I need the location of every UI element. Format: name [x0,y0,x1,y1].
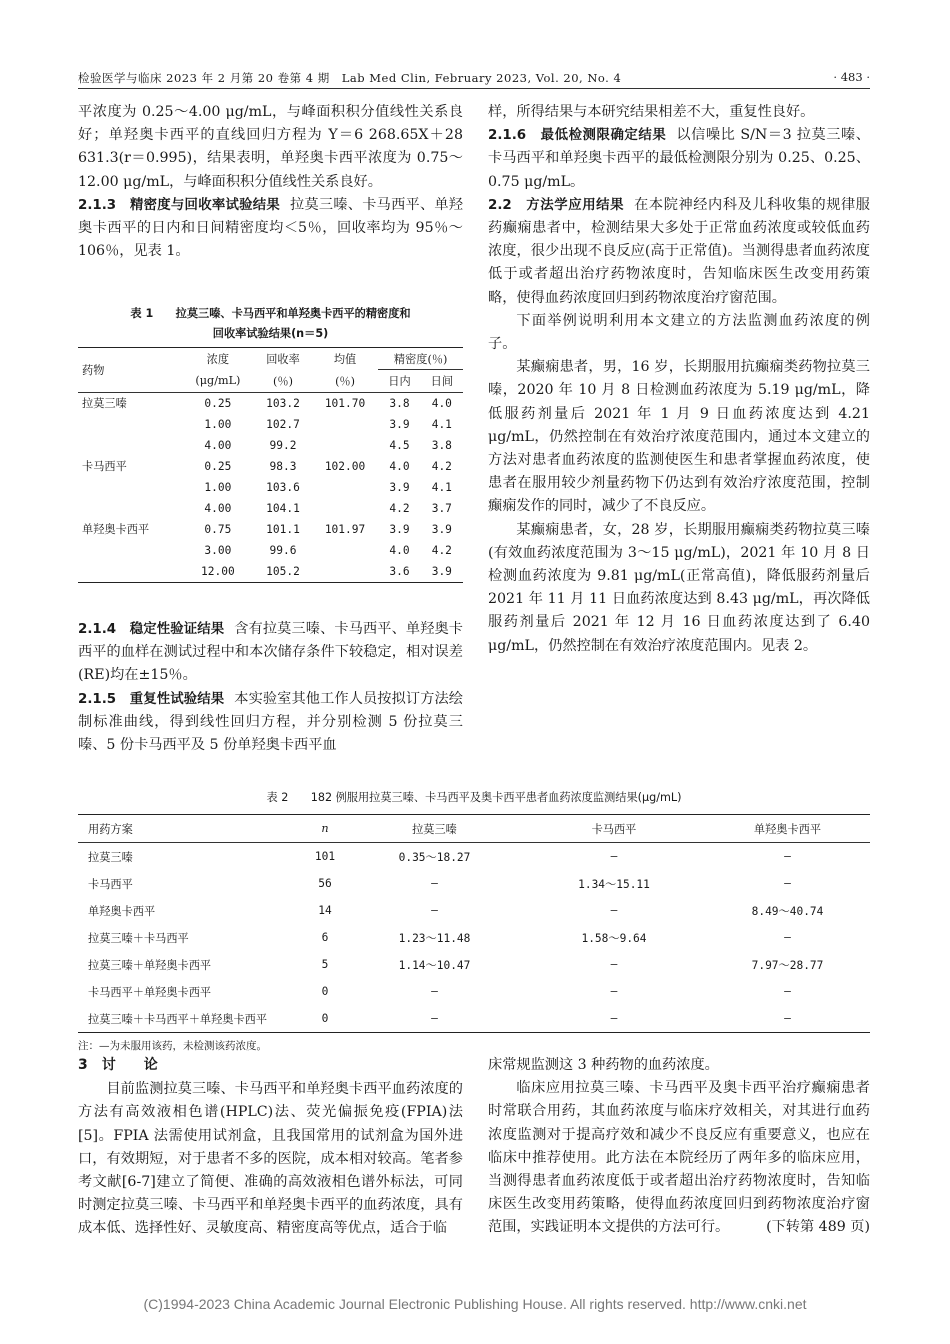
section-2-1-6 [488,124,870,194]
left-column [78,101,463,263]
col-header: 用药方案 [88,822,133,836]
table-row: 拉莫三嗪＋卡马西平 6 1.23～11.48 1.58～9.64 — [88,931,791,945]
section-title: 2.2 方法学应用结果 [488,197,625,213]
paragraph [488,1077,870,1239]
col-header: 日内 [388,374,411,388]
discussion-left [78,1054,463,1241]
discussion-right [488,1054,870,1240]
section-text: 本实验室其他工作人员按拟订方法绘制标准曲线，得到线性回归方程，并分别检测 5 份拉莫三嗪、5 份卡马西平及 5 份单羟奥卡西平血 [78,690,463,754]
table-row: 12.00 105.2 3.6 3.9 [78,561,463,583]
paragraph: 下面举例说明利用本文建立的方法监测血药浓度的例子。 [488,312,870,353]
table-row: 单羟奥卡西平 14 — — 8.49～40.74 [88,904,824,918]
paragraph: 某癫痫患者，男，16 岁，长期服用抗癫痫类药物拉莫三嗪，2020 年 10 月 8 日检测血药浓度为 5.19 μg/mL，降低服药剂量后 2021 年 1 月 9 日血药浓度达到 4.21 μg/mL，仍然控制在有效治疗浓度范围内，通过本文建立的方法对患者血药浓度的监测使医生和患者掌握血药浓度，使患者在服用较少剂量药物下仍达到有效治疗浓度范围，控制癫痫发作的同时，减少了不良反应。 [488,359,870,515]
table-row: 4.00 104.1 4.2 3.7 [204,501,452,515]
right-column [488,101,870,658]
table-caption: 回收率试验结果(n＝5) [212,327,329,340]
paragraph-text: 临床应用拉莫三嗪、卡马西平及奥卡西平治疗癫痫患者时常联合用药，其血药浓度与临床疗效相关，对其进行血药浓度监测对于提高疗效和减少不良反应有重要意义，也应在临床中推荐使用。此方法在本院经历了两年多的临床应用，当测得患者血药浓度低于或者超出治疗药物浓度时，告知临床医生改变用药策略，使得血药浓度回归到药物浓度治疗窗范围，实践证明本文提供的方法可行。 [488,1080,870,1236]
col-header: 拉莫三嗪 [412,822,457,836]
section-text: 在本院神经内科及儿科收集的规律服药癫痫患者中，检测结果大多处于正常血药浓度或较低血药浓度，很少出现不良反应(高于正常值)。当测得患者血药浓度低于或者超出治疗药物浓度时，告知临床医生改变用药策略，使得血药浓度回归到药物浓度治疗窗范围。 [488,196,870,306]
table-row: 拉莫三嗪＋单羟奥卡西平 5 1.14～10.47 — 7.97～28.77 [88,958,824,972]
table-row: 单羟奥卡西平 0.75 101.1 101.97 3.9 3.9 [82,522,452,536]
table-caption: 表 1 拉莫三嗪、卡马西平和单羟奥卡西平的精密度和 [130,307,411,320]
section-title: 2.1.6 最低检测限确定结果 [488,128,667,144]
table-row: 卡马西平 0.25 98.3 102.00 4.0 4.2 [82,459,452,473]
table-row: 1.00 103.6 3.9 4.1 [204,480,452,494]
col-header-unit: (％) [273,374,293,388]
section-2-1-4 [78,618,463,688]
paragraph: 床常规监测这 3 种药物的血药浓度。 [488,1057,719,1073]
continued-note: (下转第 489 页) [766,1219,870,1236]
section-title: 2.1.5 重复性试验结果 [78,691,225,707]
table-caption: 表 2 182 例服用拉莫三嗪、卡马西平及奥卡西平患者血药浓度监测结果(μg/mL) [266,791,682,804]
table-row: 4.00 99.2 4.5 3.8 [204,438,452,452]
paragraph: 某癫痫患者，女，28 岁，长期服用癫痫类药物拉莫三嗪(有效血药浓度范围为 3～15 μg/mL)，2021 年 10 月 8 日检测血药浓度为 9.81 μg/mL(正常高值)，降低服药剂量后 2021 年 11 月 11 日血药浓度达到 8.43 μg/mL，再次降低服药剂量后 2021 年 12 月 16 日血药浓度达到了 6.40 μg/mL，仍然控制在有效治疗浓度范围内。见表 2。 [488,521,871,654]
table-1 [78,304,463,583]
col-header: 单羟奥卡西平 [753,822,822,836]
table-note: 注：—为未服用该药，未检测该药浓度。 [78,1040,267,1052]
paragraph: 平浓度为 0.25～4.00 μg/mL，与峰面积积分值线性关系良好；单羟奥卡西平的直线回归方程为 Y＝6 268.65X＋28 631.3(r＝0.995)，结果表明，单羟奥卡西平浓度为 0.75～12.00 μg/mL，与峰面积积分值线性关系良好。 [78,104,463,190]
section-text: 拉莫三嗪、卡马西平、单羟奥卡西平的日内和日间精密度均＜5％，回收率均为 95％～106％，见表 1。 [78,196,463,260]
running-header [78,70,870,89]
col-header-unit: (μg/mL) [195,374,241,387]
table-2 [78,788,870,1053]
section-title: 2.1.3 精密度与回收率试验结果 [78,197,281,213]
page-number: · 483 · [833,70,870,84]
section-2-1-3 [78,194,463,264]
table-row: 拉莫三嗪 0.25 103.2 101.70 3.8 4.0 [82,396,452,410]
section-heading: 3 讨 论 [78,1057,158,1073]
table-row: 1.00 102.7 3.9 4.1 [204,417,452,431]
col-header-unit: (％) [335,374,355,388]
col-header: 药物 [82,363,105,377]
col-header: 卡马西平 [591,822,637,836]
section-title: 2.1.4 稳定性验证结果 [78,622,225,637]
table-row: 卡马西平 56 — 1.34～15.11 — [88,877,791,891]
col-header: 均值 [333,352,357,366]
col-header: n [321,822,329,835]
table-row: 拉莫三嗪＋卡马西平＋单羟奥卡西平 0 — — — [78,1005,870,1033]
journal-header: 检验医学与临床 2023 年 2 月第 20 卷第 4 期 Lab Med Clin, February 2023, Vol. 20, No. 4 [78,71,622,85]
left-column-lower [78,618,463,757]
section-2-2 [488,194,870,310]
table-row: 卡马西平＋单羟奥卡西平 0 — — — [88,985,791,999]
table-row: 拉莫三嗪 101 0.35～18.27 — — [88,850,791,864]
col-header: 回收率 [266,352,300,366]
col-header: 日间 [430,374,454,388]
section-2-1-5 [78,688,463,758]
copyright-footer: (C)1994-2023 China Academic Journal Electronic Publishing House. All rights reserved. http://www.cnki.net [143,1296,807,1312]
table [78,814,870,1033]
paragraph: 样，所得结果与本研究结果相差不大，重复性良好。 [488,104,815,120]
section-text: 以信噪比 S/N＝3 拉莫三嗪、卡马西平和单羟奥卡西平的最低检测限分别为 0.25、0.25、0.75 μg/mL。 [488,127,870,190]
paragraph: 目前监测拉莫三嗪、卡马西平和单羟奥卡西平血药浓度的方法有高效液相色谱(HPLC)法、荧光偏振免疫(FPIA)法[5]。FPIA 法需使用试剂盒，且我国常用的试剂盒为国外进口，有效期短，对于患者不多的医院，成本相对较高。笔者参考文献[6-7]建立了简便、准确的高效液相色谱外标法，可同时测定拉莫三嗪、卡马西平和单羟奥卡西平的血药浓度，具有成本低、选择性好、灵敏度高、精密度高等优点，适合于临 [78,1081,463,1237]
table-row: 3.00 99.6 4.0 4.2 [204,543,452,557]
section-text: 含有拉莫三嗪、卡马西平、单羟奥卡西平的血样在测试过程中和本次储存条件下较稳定，相对误差(RE)均在±15％。 [78,621,463,684]
col-header: 浓度 [206,352,230,366]
table [78,347,463,583]
col-header: 精密度(％) [378,348,463,370]
